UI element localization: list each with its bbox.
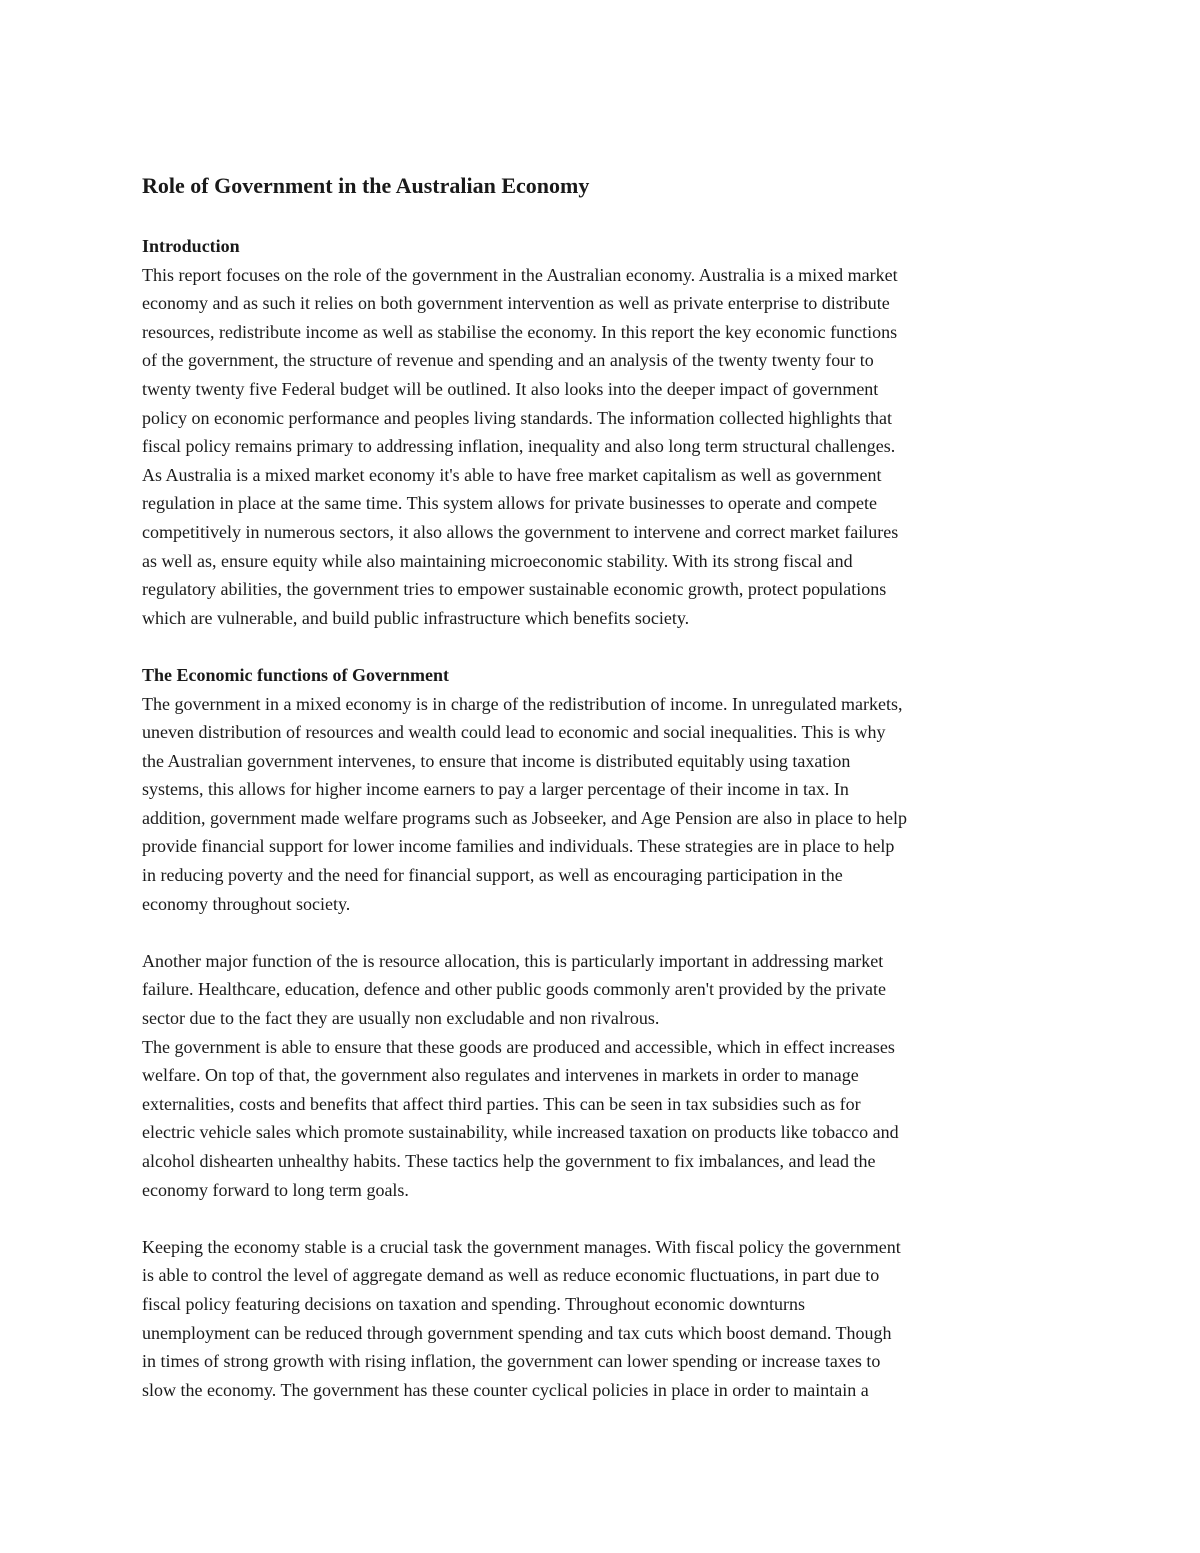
paragraph: [142, 261, 1067, 633]
text-line: This report focuses on the role of the government in the Australian economy. Australia is a mixed market: [142, 264, 898, 285]
text-line: welfare. On top of that, the government also regulates and intervenes in markets in order to manage: [142, 1065, 859, 1086]
paragraph: [142, 1233, 1067, 1405]
text-line: twenty twenty five Federal budget will be outlined. It also looks into the deeper impact of government: [142, 378, 879, 399]
text-line: economy throughout society.: [142, 893, 351, 914]
text-line: alcohol dishearten unhealthy habits. These tactics help the government to fix imbalances, and lead the: [142, 1151, 876, 1171]
paragraph-spacer: [142, 632, 1067, 661]
text-line: slow the economy. The government has these counter cyclical policies in place in order to maintain a: [142, 1379, 869, 1400]
text-line: Another major function of the is resource allocation, this is particularly important in addressing market: [142, 950, 884, 971]
text-line: externalities, costs and benefits that affect third parties. This can be seen in tax subsidies such as for: [142, 1093, 861, 1114]
text-line: regulatory abilities, the government tries to empower sustainable economic growth, protect populations: [142, 579, 887, 600]
document-title: Role of Government in the Australian Economy: [142, 173, 590, 198]
text-line: resources, redistribute income as well as stabilise the economy. In this report the key economic functions: [142, 321, 898, 342]
paragraph-spacer: [142, 918, 1067, 947]
text-line: unemployment can be reduced through government spending and tax cuts which boost demand. Though: [142, 1322, 892, 1343]
text-line: failure. Healthcare, education, defence and other public goods commonly aren't provided by the private: [142, 979, 886, 1000]
text-line: systems, this allows for higher income earners to pay a larger percentage of their income in tax. In: [142, 779, 849, 800]
text-line: competitively in numerous sectors, it also allows the government to intervene and correct market failures: [142, 521, 899, 542]
text-line: regulation in place at the same time. This system allows for private businesses to operate and compete: [142, 493, 877, 514]
text-line: which are vulnerable, and build public infrastructure which benefits society.: [142, 607, 690, 628]
text-line: The government in a mixed economy is in charge of the redistribution of income. In unregulated markets,: [142, 693, 903, 714]
text-line: sector due to the fact they are usually non excludable and non rivalrous.: [142, 1008, 660, 1029]
text-line: is able to control the level of aggregate demand as well as reduce economic fluctuations, in part due to: [142, 1265, 880, 1286]
text-line: as well as, ensure equity while also maintaining microeconomic stability. With its strong fiscal and: [142, 550, 853, 571]
text-line: the Australian government intervenes, to ensure that income is distributed equitably using taxation: [142, 750, 851, 771]
text-line: provide financial support for lower income families and individuals. These strategies are in place to help: [142, 836, 895, 857]
text-line: electric vehicle sales which promote sustainability, while increased taxation on products like tobacco and: [142, 1122, 899, 1143]
text-line: in reducing poverty and the need for financial support, as well as encouraging participation in the: [142, 865, 843, 886]
text-line: uneven distribution of resources and wealth could lead to economic and social inequalities. This is why: [142, 722, 886, 743]
document-body: [142, 170, 1067, 1404]
paragraph-spacer: [142, 1204, 1067, 1233]
text-line: addition, government made welfare programs such as Jobseeker, and Age Pension are also in place to help: [142, 807, 908, 828]
paragraph: [142, 947, 1067, 1204]
section-heading-introduction: Introduction: [142, 236, 240, 256]
text-line: policy on economic performance and peoples living standards. The information collected highlights that: [142, 407, 892, 428]
text-line: in times of strong growth with rising inflation, the government can lower spending or increase taxes to: [142, 1351, 881, 1372]
text-line: The government is able to ensure that these goods are produced and accessible, which in effect increases: [142, 1036, 895, 1057]
text-line: economy and as such it relies on both government intervention as well as private enterprise to distribute: [142, 293, 890, 314]
paragraph: [142, 690, 1067, 919]
text-line: As Australia is a mixed market economy it's able to have free market capitalism as well as government: [142, 464, 882, 485]
text-line: economy forward to long term goals.: [142, 1179, 409, 1200]
text-line: fiscal policy featuring decisions on taxation and spending. Throughout economic downturns: [142, 1293, 806, 1314]
text-line: fiscal policy remains primary to addressing inflation, inequality and also long term structural challenges.: [142, 436, 896, 457]
text-line: of the government, the structure of revenue and spending and an analysis of the twenty twenty four to: [142, 350, 874, 371]
section-heading-economic-functions: The Economic functions of Government: [142, 664, 449, 685]
text-line: Keeping the economy stable is a crucial task the government manages. With fiscal policy the government: [142, 1236, 901, 1257]
